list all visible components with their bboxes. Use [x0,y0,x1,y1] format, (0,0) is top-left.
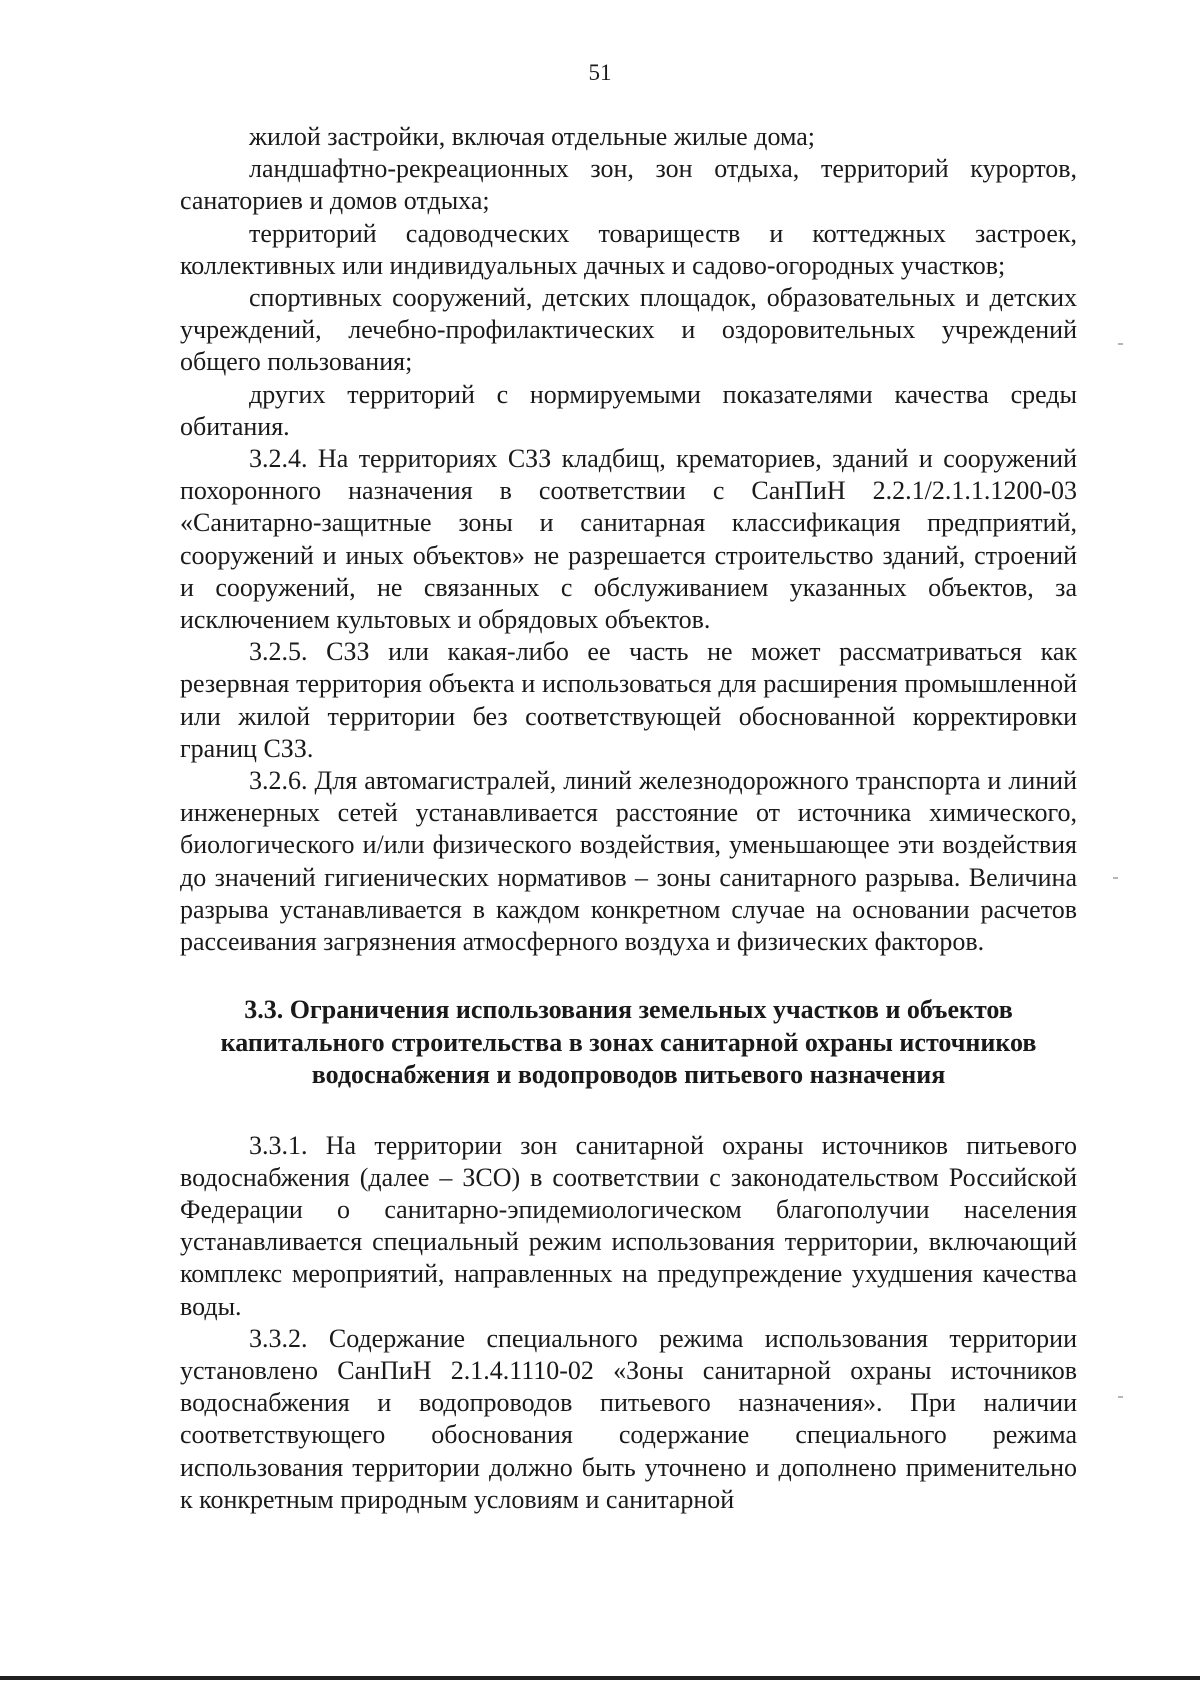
clause-3-3-1: 3.3.1. На территории зон санитарной охраны источников питьевого водоснабжения (далее – ЗСО) в соответствии с законодательством Российской Федерации о санитарно-эпидемиологическом благополучии населения устанавливается специальный режим использования территории, включающий комплекс мероприятий, направленных на предупреждение ухудшения качества воды. [180,1130,1077,1321]
section-heading-line-2: капитального строительства в зонах санитарной охраны источников [220,1027,1037,1057]
section-heading-line-3: водоснабжения и водопроводов питьевого назначения [311,1060,946,1090]
heading-spacer [180,1092,1077,1130]
clause-3-2-6: 3.2.6. Для автомагистралей, линий железнодорожного транспорта и линий инженерных сетей устанавливается расстояние от источника химического, биологического и/или физического воздействия, уменьшающее эти воздействия до значений гигиенических нормативов – зоны санитарного разрыва. Величина разрыва устанавливается в каждом конкретном случае на основании расчетов рассеивания загрязнения атмосферного воздуха и физических факторов. [180,766,1077,957]
clause-3-3-2: 3.3.2. Содержание специального режима использования территории установлено СанПиН 2.1.4.1110-02 «Зоны санитарной охраны источников водоснабжения и водопроводов питьевого назначения». При наличии соответствующего обоснования содержание специального режима использования территории должно быть уточнено и дополнено применительно к конкретным природным условиям и санитарной [180,1323,1077,1514]
document-body [180,121,1077,1516]
section-heading-line-1: 3.3. Ограничения использования земельных участков и объектов [244,995,1013,1025]
scan-speck [1113,877,1118,879]
list-item-garden-territories: территорий садоводческих товариществ и коттеджных застроек, коллективных или индивидуальных дачных и садово-огородных участков; [180,218,1077,280]
page-bottom-rule [0,1676,1200,1680]
section-heading-3-3 [180,994,1077,1091]
clause-3-2-4: 3.2.4. На территориях СЗЗ кладбищ, крематориев, зданий и сооружений похоронного назначения в соответствии с СанПиН 2.2.1/2.1.1.1200-03 «Санитарно-защитные зоны и санитарная классификация предприятий, сооружений и иных объектов» не разрешается строительство зданий, строений и сооружений, не связанных с обслуживанием указанных объектов, за исключением культовых и обрядовых объектов. [180,444,1077,635]
scan-speck [1118,1396,1123,1398]
list-item-other-territories: других территорий с нормируемыми показателями качества среды обитания. [180,379,1077,441]
scan-speck [1118,343,1123,345]
clause-3-2-5: 3.2.5. СЗЗ или какая-либо ее часть не может рассматриваться как резервная территория объекта и использоваться для расширения промышленной или жилой территории без соответствующей обоснованной корректировки границ СЗЗ. [180,637,1077,763]
page-number: 51 [588,60,612,85]
list-item-residential: жилой застройки, включая отдельные жилые дома; [249,122,815,151]
list-item-sports-facilities: спортивных сооружений, детских площадок, образовательных и детских учреждений, лечебно-профилактических и оздоровительных учреждений общего пользования; [180,283,1077,377]
list-item-recreation-zones: ландшафтно-рекреационных зон, зон отдыха, территорий курортов, санаториев и домов отдыха; [180,154,1077,216]
